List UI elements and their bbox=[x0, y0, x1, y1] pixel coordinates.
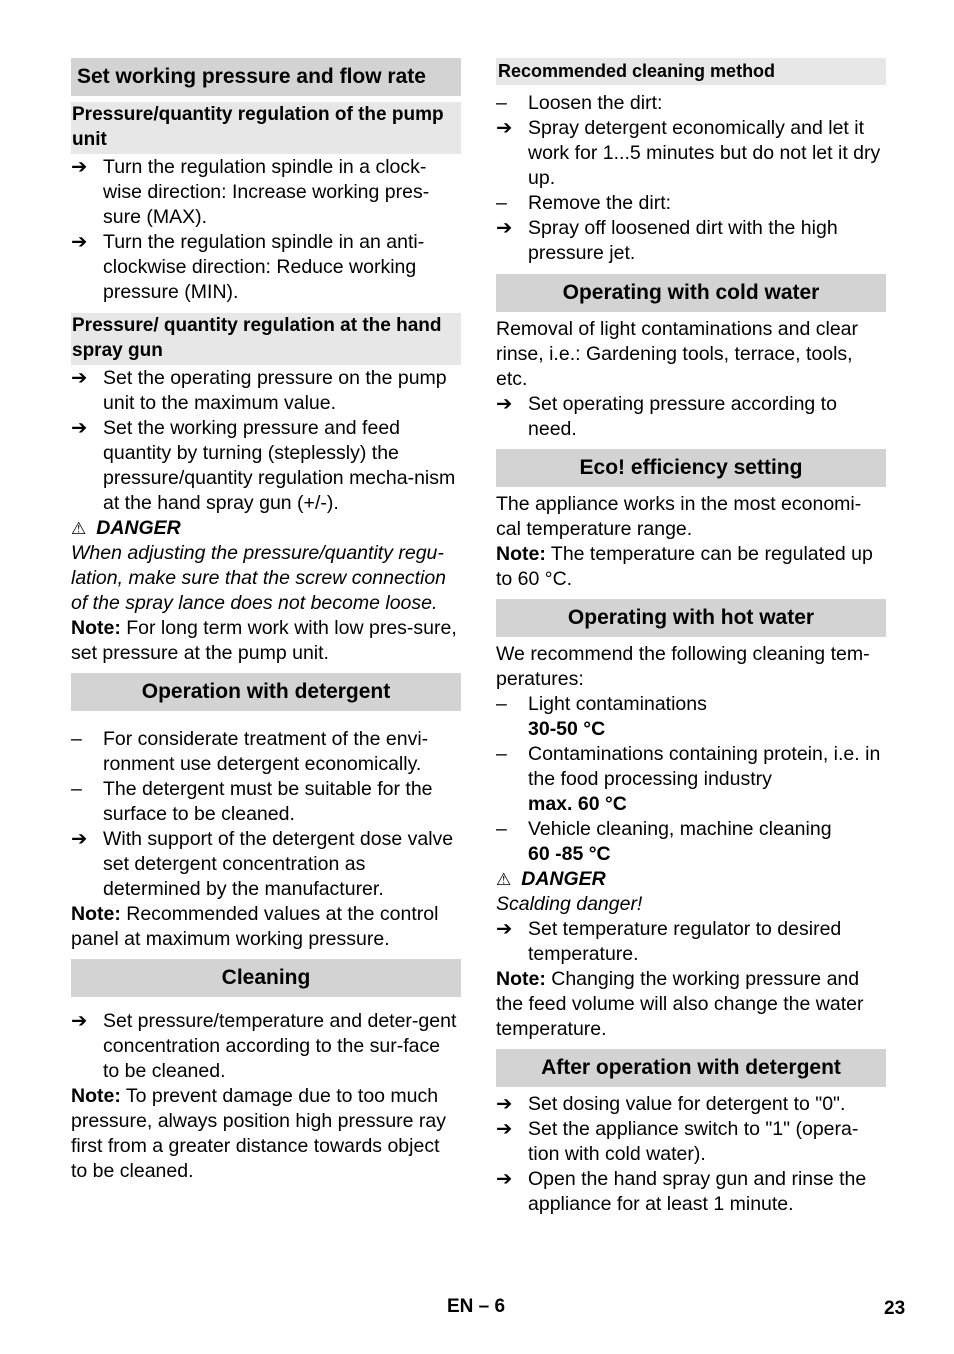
list-item: ➔ Set operating pressure according to need. bbox=[496, 393, 837, 440]
list-item: ➔ Spray off loosened dirt with the high pressure jet. bbox=[496, 217, 838, 264]
list-item: ➔ Set the appliance switch to "1" (opera-tion with cold water). bbox=[496, 1118, 859, 1165]
section-heading-cleaning: Cleaning bbox=[71, 959, 461, 997]
arrow-right-icon: ➔ bbox=[71, 1010, 88, 1032]
list-item: ➔ Set pressure/temperature and deter-gent concentration according to the sur-face to be cleaned. bbox=[71, 1010, 457, 1082]
paragraph: We recommend the following cleaning tem-peratures: bbox=[496, 643, 870, 690]
danger-text: Scalding danger! bbox=[496, 893, 643, 915]
arrow-right-icon: ➔ bbox=[71, 417, 88, 439]
arrow-right-icon: ➔ bbox=[496, 117, 513, 139]
list-item: ➔ Open the hand spray gun and rinse the appliance for at least 1 minute. bbox=[496, 1168, 867, 1215]
note-paragraph: Note: Recommended values at the control panel at maximum working pressure. bbox=[71, 903, 439, 950]
note-paragraph: Note: To prevent damage due to too much pressure, always position high pressure ray first from a greater distance towards object to be cleaned. bbox=[71, 1085, 447, 1182]
list-item: – Loosen the dirt: bbox=[496, 92, 663, 114]
arrow-right-icon: ➔ bbox=[71, 156, 88, 178]
list-item: ➔ Set the operating pressure on the pump unit to the maximum value. bbox=[71, 367, 447, 414]
arrow-right-icon: ➔ bbox=[496, 217, 513, 239]
subheading-hand-spray-gun-regulation: Pressure/ quantity regulation at the hand spray gun bbox=[71, 313, 461, 365]
right-column bbox=[496, 58, 886, 1217]
warning-triangle-icon: ⚠ bbox=[496, 870, 512, 889]
warning-triangle-icon: ⚠ bbox=[71, 519, 87, 538]
arrow-right-icon: ➔ bbox=[496, 1168, 513, 1190]
paragraph: The appliance works in the most economi-cal temperature range. bbox=[496, 493, 862, 540]
arrow-right-icon: ➔ bbox=[71, 367, 88, 389]
list-item: – Contaminations containing protein, i.e. in the food processing industry max. 60 °C bbox=[496, 743, 881, 815]
page-number: 23 bbox=[884, 1298, 906, 1319]
section-heading-cold-water: Operating with cold water bbox=[496, 274, 886, 312]
section-heading-hot-water: Operating with hot water bbox=[496, 599, 886, 637]
arrow-right-icon: ➔ bbox=[496, 918, 513, 940]
list-item: – For considerate treatment of the envi-ronment use detergent economically. bbox=[71, 728, 429, 775]
arrow-right-icon: ➔ bbox=[71, 828, 88, 850]
section-heading-working-pressure: Set working pressure and flow rate bbox=[71, 58, 461, 96]
note-paragraph: Note: Changing the working pressure and the feed volume will also change the water temperature. bbox=[496, 968, 864, 1040]
list-item: ➔ Turn the regulation spindle in an anti-clockwise direction: Reduce working pressure (MIN). bbox=[71, 231, 425, 303]
note-paragraph: Note: The temperature can be regulated up to 60 °C. bbox=[496, 543, 873, 590]
section-heading-eco: Eco! efficiency setting bbox=[496, 449, 886, 487]
list-item: ➔ Turn the regulation spindle in a clock-wise direction: Increase working pres-sure (MAX). bbox=[71, 156, 430, 228]
subheading-pump-unit-regulation: Pressure/quantity regulation of the pump unit bbox=[71, 102, 461, 154]
section-heading-after-operation: After operation with detergent bbox=[496, 1049, 886, 1087]
list-item: – Remove the dirt: bbox=[496, 192, 672, 214]
left-column bbox=[71, 58, 461, 1184]
list-item: – The detergent must be suitable for the surface to be cleaned. bbox=[71, 778, 433, 825]
arrow-right-icon: ➔ bbox=[496, 393, 513, 415]
list-item: ➔ With support of the detergent dose valve set detergent concentration as determined by the manufacturer. bbox=[71, 828, 454, 900]
section-heading-operation-detergent: Operation with detergent bbox=[71, 673, 461, 711]
list-item: ➔ Set temperature regulator to desired temperature. bbox=[496, 918, 842, 965]
danger-label: ⚠ DANGER bbox=[496, 868, 606, 890]
list-item: – Vehicle cleaning, machine cleaning 60 -85 °C bbox=[496, 818, 832, 865]
footer-section-label: EN – 6 bbox=[447, 1296, 506, 1317]
list-item: ➔ Spray detergent economically and let it work for 1...5 minutes but do not let it dry up. bbox=[496, 117, 881, 189]
subheading-recommended-cleaning: Recommended cleaning method bbox=[496, 58, 886, 85]
arrow-right-icon: ➔ bbox=[496, 1093, 513, 1115]
list-item: – Light contaminations 30-50 °C bbox=[496, 693, 707, 740]
list-item: ➔ Set dosing value for detergent to "0". bbox=[496, 1093, 846, 1115]
arrow-right-icon: ➔ bbox=[496, 1118, 513, 1140]
paragraph: Removal of light contaminations and clear rinse, i.e.: Gardening tools, terrace, tools, etc. bbox=[496, 318, 859, 390]
list-item: ➔ Set the working pressure and feed quantity by turning (steplessly) the pressure/quantity regulation mecha-nism at the hand spray gun (+/-). bbox=[71, 417, 456, 514]
danger-label: ⚠ DANGER bbox=[71, 517, 181, 539]
note-paragraph: Note: For long term work with low pres-sure, set pressure at the pump unit. bbox=[71, 617, 457, 664]
arrow-right-icon: ➔ bbox=[71, 231, 88, 253]
danger-text: When adjusting the pressure/quantity regu-lation, make sure that the screw connection of the spray lance does not become loose. bbox=[71, 542, 447, 614]
